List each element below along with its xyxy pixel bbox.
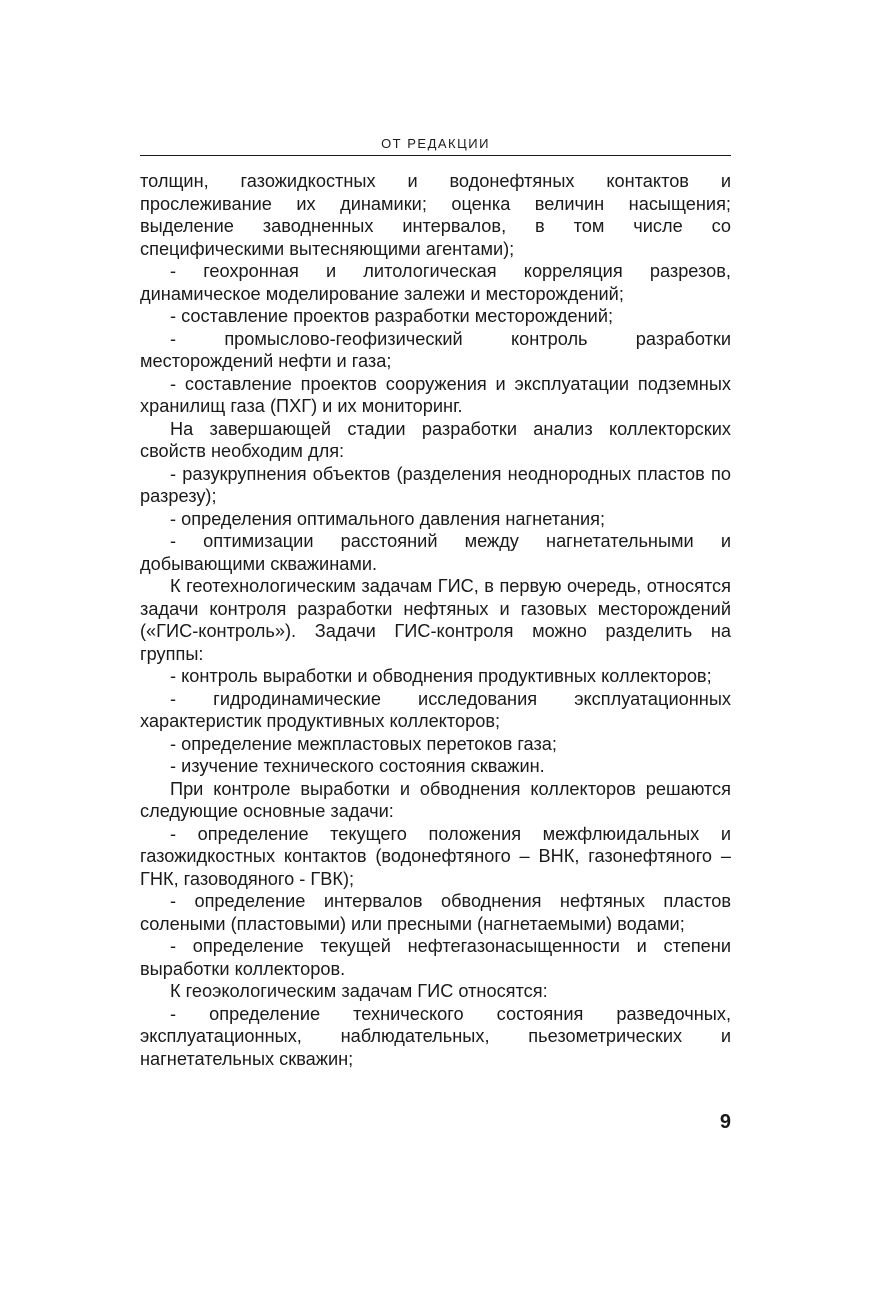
paragraph: толщин, газожидкостных и водонефтяных контактов и прослеживание их динамики; оценка величин насыщения; выделение заводненных интервалов, в том числе со специфическими вытесняющими агентами); (140, 171, 731, 259)
paragraph: К геоэкологическим задачам ГИС относятся: (170, 981, 548, 1001)
list-item: - определение текущей нефтегазонасыщенности и степени выработки коллекторов. (140, 936, 731, 979)
list-item: - составление проектов сооружения и эксплуатации подземных хранилищ газа (ПХГ) и их мониторинг. (140, 373, 731, 416)
list-item: - определение технического состояния разведочных, эксплуатационных, наблюдательных, пьезометрических и нагнетательных скважин; (140, 1003, 731, 1069)
list-item: - определение интервалов обводнения нефтяных пластов солеными (пластовыми) или пресными (нагнетаемыми) водами; (140, 891, 731, 934)
list-item: - оптимизации расстояний между нагнетательными и добывающими скважинами. (140, 531, 731, 574)
paragraph: При контроле выработки и обводнения коллекторов решаются следующие основные задачи: (140, 778, 731, 821)
paragraph: К геотехнологическим задачам ГИС, в первую очередь, относятся задачи контроля разработки нефтяных и газовых месторождений («ГИС-контроль»). Задачи ГИС-контроля можно разделить на группы: (140, 576, 731, 664)
list-item: - определение текущего положения межфлюидальных и газожидкостных контактов (водонефтяного – ВНК, газонефтяного – ГНК, газоводяного - ГВК); (140, 823, 731, 889)
list-item: - определения оптимального давления нагнетания; (170, 508, 606, 529)
list-item: - определение межпластовых перетоков газа; (170, 733, 557, 754)
list-item: - гидродинамические исследования эксплуатационных характеристик продуктивных коллекторов; (140, 688, 731, 731)
running-header: ОТ РЕДАКЦИИ (381, 136, 490, 151)
page-number: 9 (719, 1111, 731, 1133)
list-item: - составление проектов разработки месторождений; (170, 306, 614, 326)
list-item: - изучение технического состояния скважин. (170, 756, 545, 776)
list-item: - геохронная и литологическая корреляция разрезов, динамическое моделирование залежи и месторождений; (140, 261, 731, 304)
header-rule (140, 155, 731, 156)
list-item: - промыслово-геофизический контроль разработки месторождений нефти и газа; (140, 328, 731, 371)
list-item: - разукрупнения объектов (разделения неоднородных пластов по разрезу); (140, 463, 731, 506)
list-item: - контроль выработки и обводнения продуктивных коллекторов; (170, 666, 712, 686)
paragraph: На завершающей стадии разработки анализ коллекторских свойств необходим для: (140, 418, 731, 461)
body-text (140, 170, 731, 1070)
